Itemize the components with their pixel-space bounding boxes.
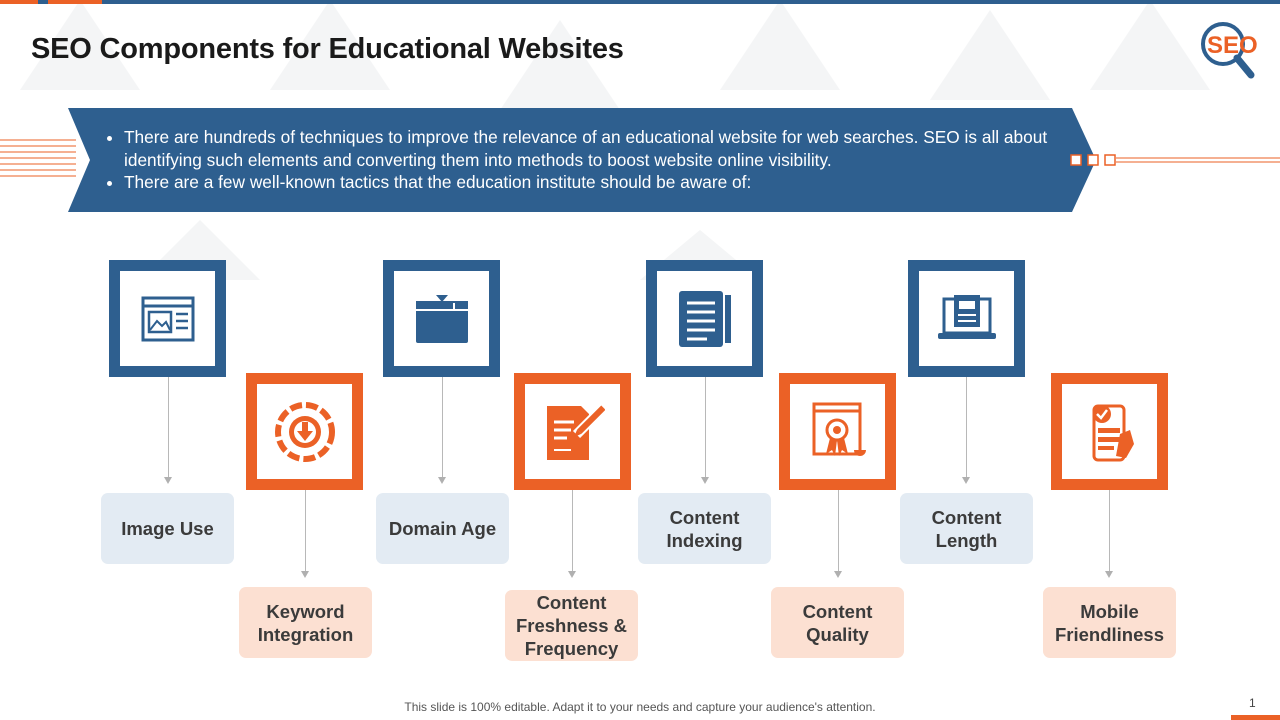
top-accent — [48, 0, 102, 4]
top-bar — [0, 0, 1280, 4]
list-document-icon — [646, 260, 763, 377]
connector-arrow — [438, 477, 446, 484]
component-label: Content Freshness & Frequency — [505, 590, 638, 661]
connector-line — [305, 490, 306, 571]
connector-arrow — [962, 477, 970, 484]
mobile-check-icon — [1051, 373, 1168, 490]
connector-line — [168, 377, 169, 477]
certificate-award-icon — [779, 373, 896, 490]
connector-line — [705, 377, 706, 477]
banner-bullet: • There are a few well-known tactics that the education institute should be aware of: — [124, 171, 1066, 194]
component-label: Image Use — [101, 493, 234, 564]
connector-line — [442, 377, 443, 477]
connector-arrow — [701, 477, 709, 484]
component-label: Content Quality — [771, 587, 904, 658]
connector-arrow — [568, 571, 576, 578]
document-edit-icon — [514, 373, 631, 490]
page-title: SEO Components for Educational Websites — [31, 33, 624, 65]
decor-squares — [1070, 153, 1280, 167]
connector-arrow — [301, 571, 309, 578]
decor-stripes — [0, 138, 76, 182]
web-image-icon — [109, 260, 226, 377]
page-number: 1 — [1249, 696, 1256, 710]
page-accent — [1231, 715, 1280, 720]
connector-line — [572, 490, 573, 571]
logo-text: SEO — [1207, 32, 1258, 59]
top-accent — [0, 0, 38, 4]
seo-logo — [1199, 20, 1271, 82]
banner-bullet: • There are hundreds of techniques to improve the relevance of an educational website for web searches. SEO is all about identifying such elements and converting them into methods to boost website online visibility. — [124, 126, 1066, 171]
gear-download-icon — [246, 373, 363, 490]
magnifier-icon — [1199, 20, 1271, 82]
connector-arrow — [1105, 571, 1113, 578]
laptop-document-icon — [908, 260, 1025, 377]
component-label: Keyword Integration — [239, 587, 372, 658]
banner-text — [106, 126, 1066, 194]
component-label: Domain Age — [376, 493, 509, 564]
footer-note: This slide is 100% editable. Adapt it to your needs and capture your audience's attention. — [404, 700, 876, 714]
component-label: Content Indexing — [638, 493, 771, 564]
component-label: Mobile Friendliness — [1043, 587, 1176, 658]
connector-arrow — [164, 477, 172, 484]
browser-window-icon — [383, 260, 500, 377]
connector-line — [966, 377, 967, 477]
component-label: Content Length — [900, 493, 1033, 564]
connector-line — [838, 490, 839, 571]
connector-line — [1109, 490, 1110, 571]
connector-arrow — [834, 571, 842, 578]
